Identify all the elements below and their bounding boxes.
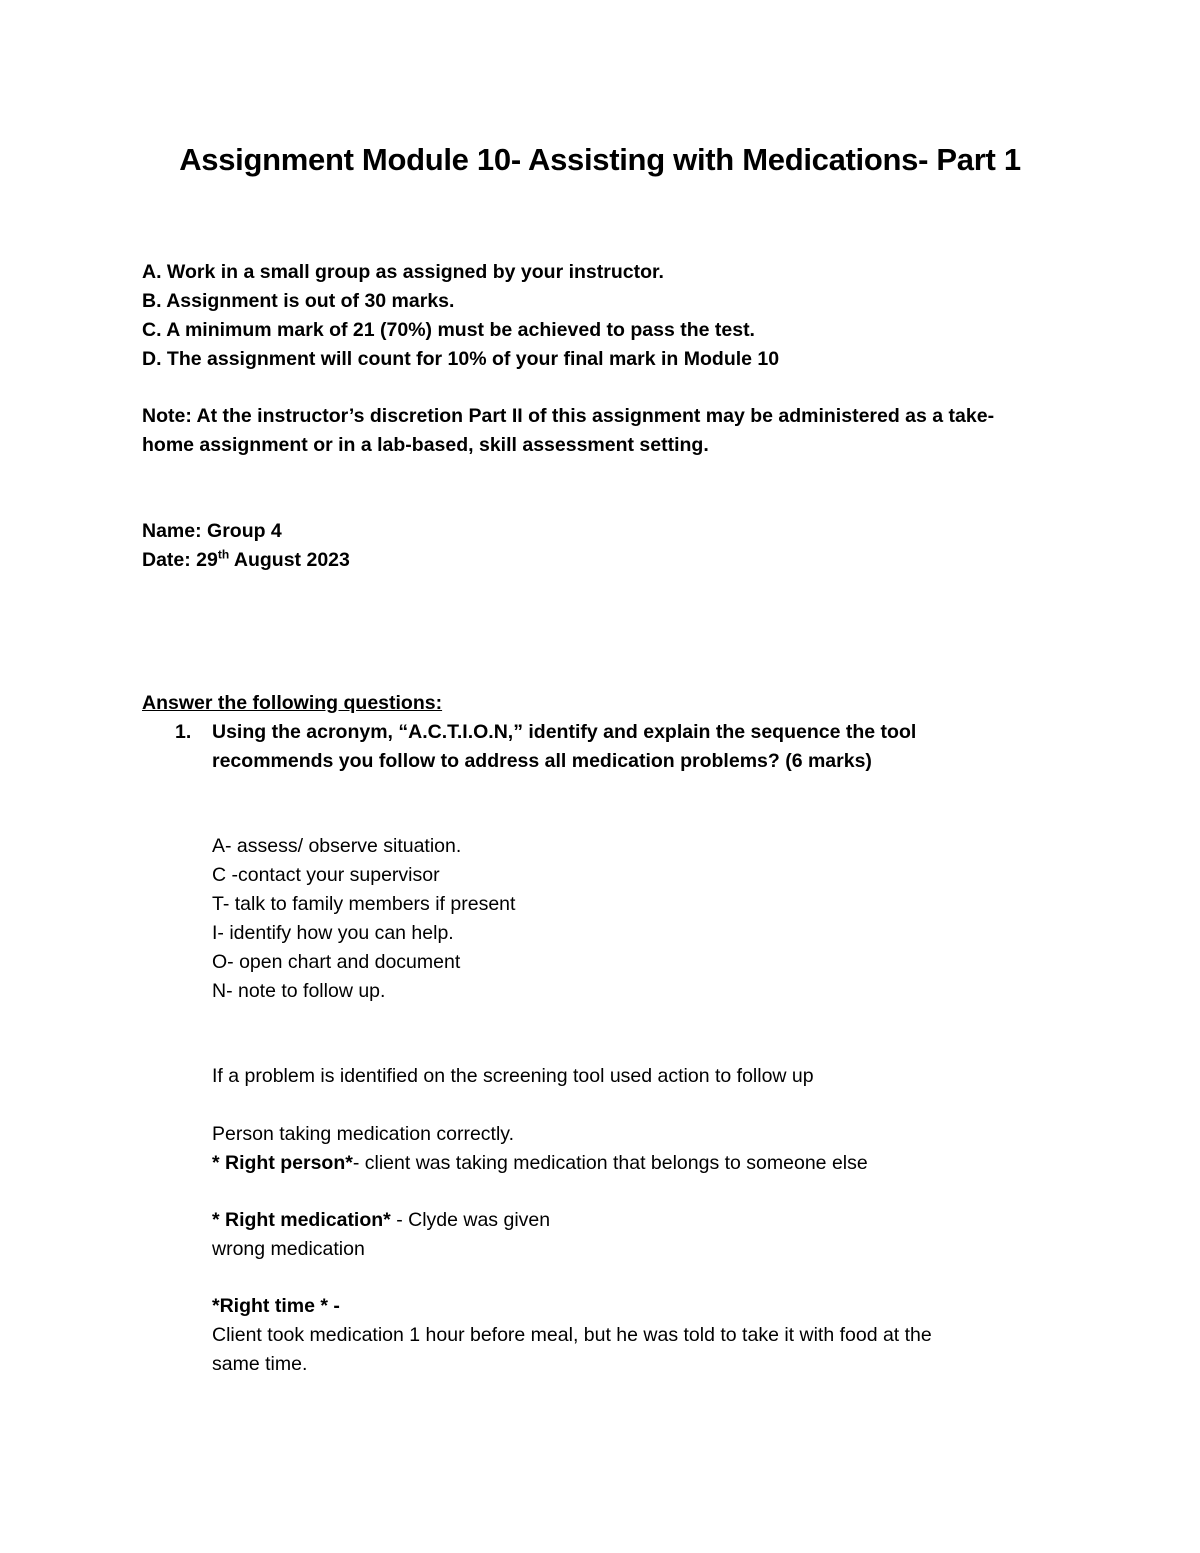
acronym-item-i: I- identify how you can help. xyxy=(212,922,454,944)
right-time-line-2: same time. xyxy=(212,1353,308,1375)
person-line: Person taking medication correctly. xyxy=(212,1123,515,1145)
acronym-item-c: C -contact your supervisor xyxy=(212,864,440,886)
right-person-label: * Right person* xyxy=(212,1152,353,1174)
date-suffix: August 2023 xyxy=(229,549,350,571)
page-title: Assignment Module 10- Assisting with Medications- Part 1 xyxy=(179,142,1021,177)
instruction-d: D. The assignment will count for 10% of your final mark in Module 10 xyxy=(142,348,780,370)
question-1-line-1: Using the acronym, “A.C.T.I.O.N,” identify and explain the sequence the tool xyxy=(212,721,917,743)
right-person-line xyxy=(212,1149,868,1177)
instruction-c: C. A minimum mark of 21 (70%) must be achieved to pass the test. xyxy=(142,319,755,341)
date-line xyxy=(142,546,350,574)
note-line-1: Note: At the instructor’s discretion Part II of this assignment may be administered as a take- xyxy=(142,405,995,427)
question-number: 1. xyxy=(175,721,192,743)
instruction-b: B. Assignment is out of 30 marks. xyxy=(142,290,455,312)
question-1-line-2: recommends you follow to address all medication problems? (6 marks) xyxy=(212,750,872,772)
problem-line: If a problem is identified on the screening tool used action to follow up xyxy=(212,1065,814,1087)
acronym-item-o: O- open chart and document xyxy=(212,951,461,973)
name-line: Name: Group 4 xyxy=(142,520,282,542)
acronym-item-t: T- talk to family members if present xyxy=(212,893,516,915)
right-medication-line-2: wrong medication xyxy=(212,1238,365,1260)
right-medication-text: - Clyde was given xyxy=(390,1209,551,1231)
note-line-2: home assignment or in a lab-based, skill assessment setting. xyxy=(142,434,709,456)
questions-heading: Answer the following questions: xyxy=(142,692,443,714)
acronym-item-n: N- note to follow up. xyxy=(212,980,386,1002)
date-superscript: th xyxy=(217,547,230,562)
right-medication-line xyxy=(212,1206,550,1234)
right-time-label: *Right time * - xyxy=(212,1295,340,1317)
instruction-a: A. Work in a small group as assigned by your instructor. xyxy=(142,261,664,283)
right-person-text: - client was taking medication that belongs to someone else xyxy=(352,1152,868,1174)
right-medication-label: * Right medication* xyxy=(212,1209,391,1231)
date-prefix: Date: 29 xyxy=(142,549,218,571)
right-time-line-1: Client took medication 1 hour before meal, but he was told to take it with food at the xyxy=(212,1324,932,1346)
acronym-item-a: A- assess/ observe situation. xyxy=(212,835,462,857)
